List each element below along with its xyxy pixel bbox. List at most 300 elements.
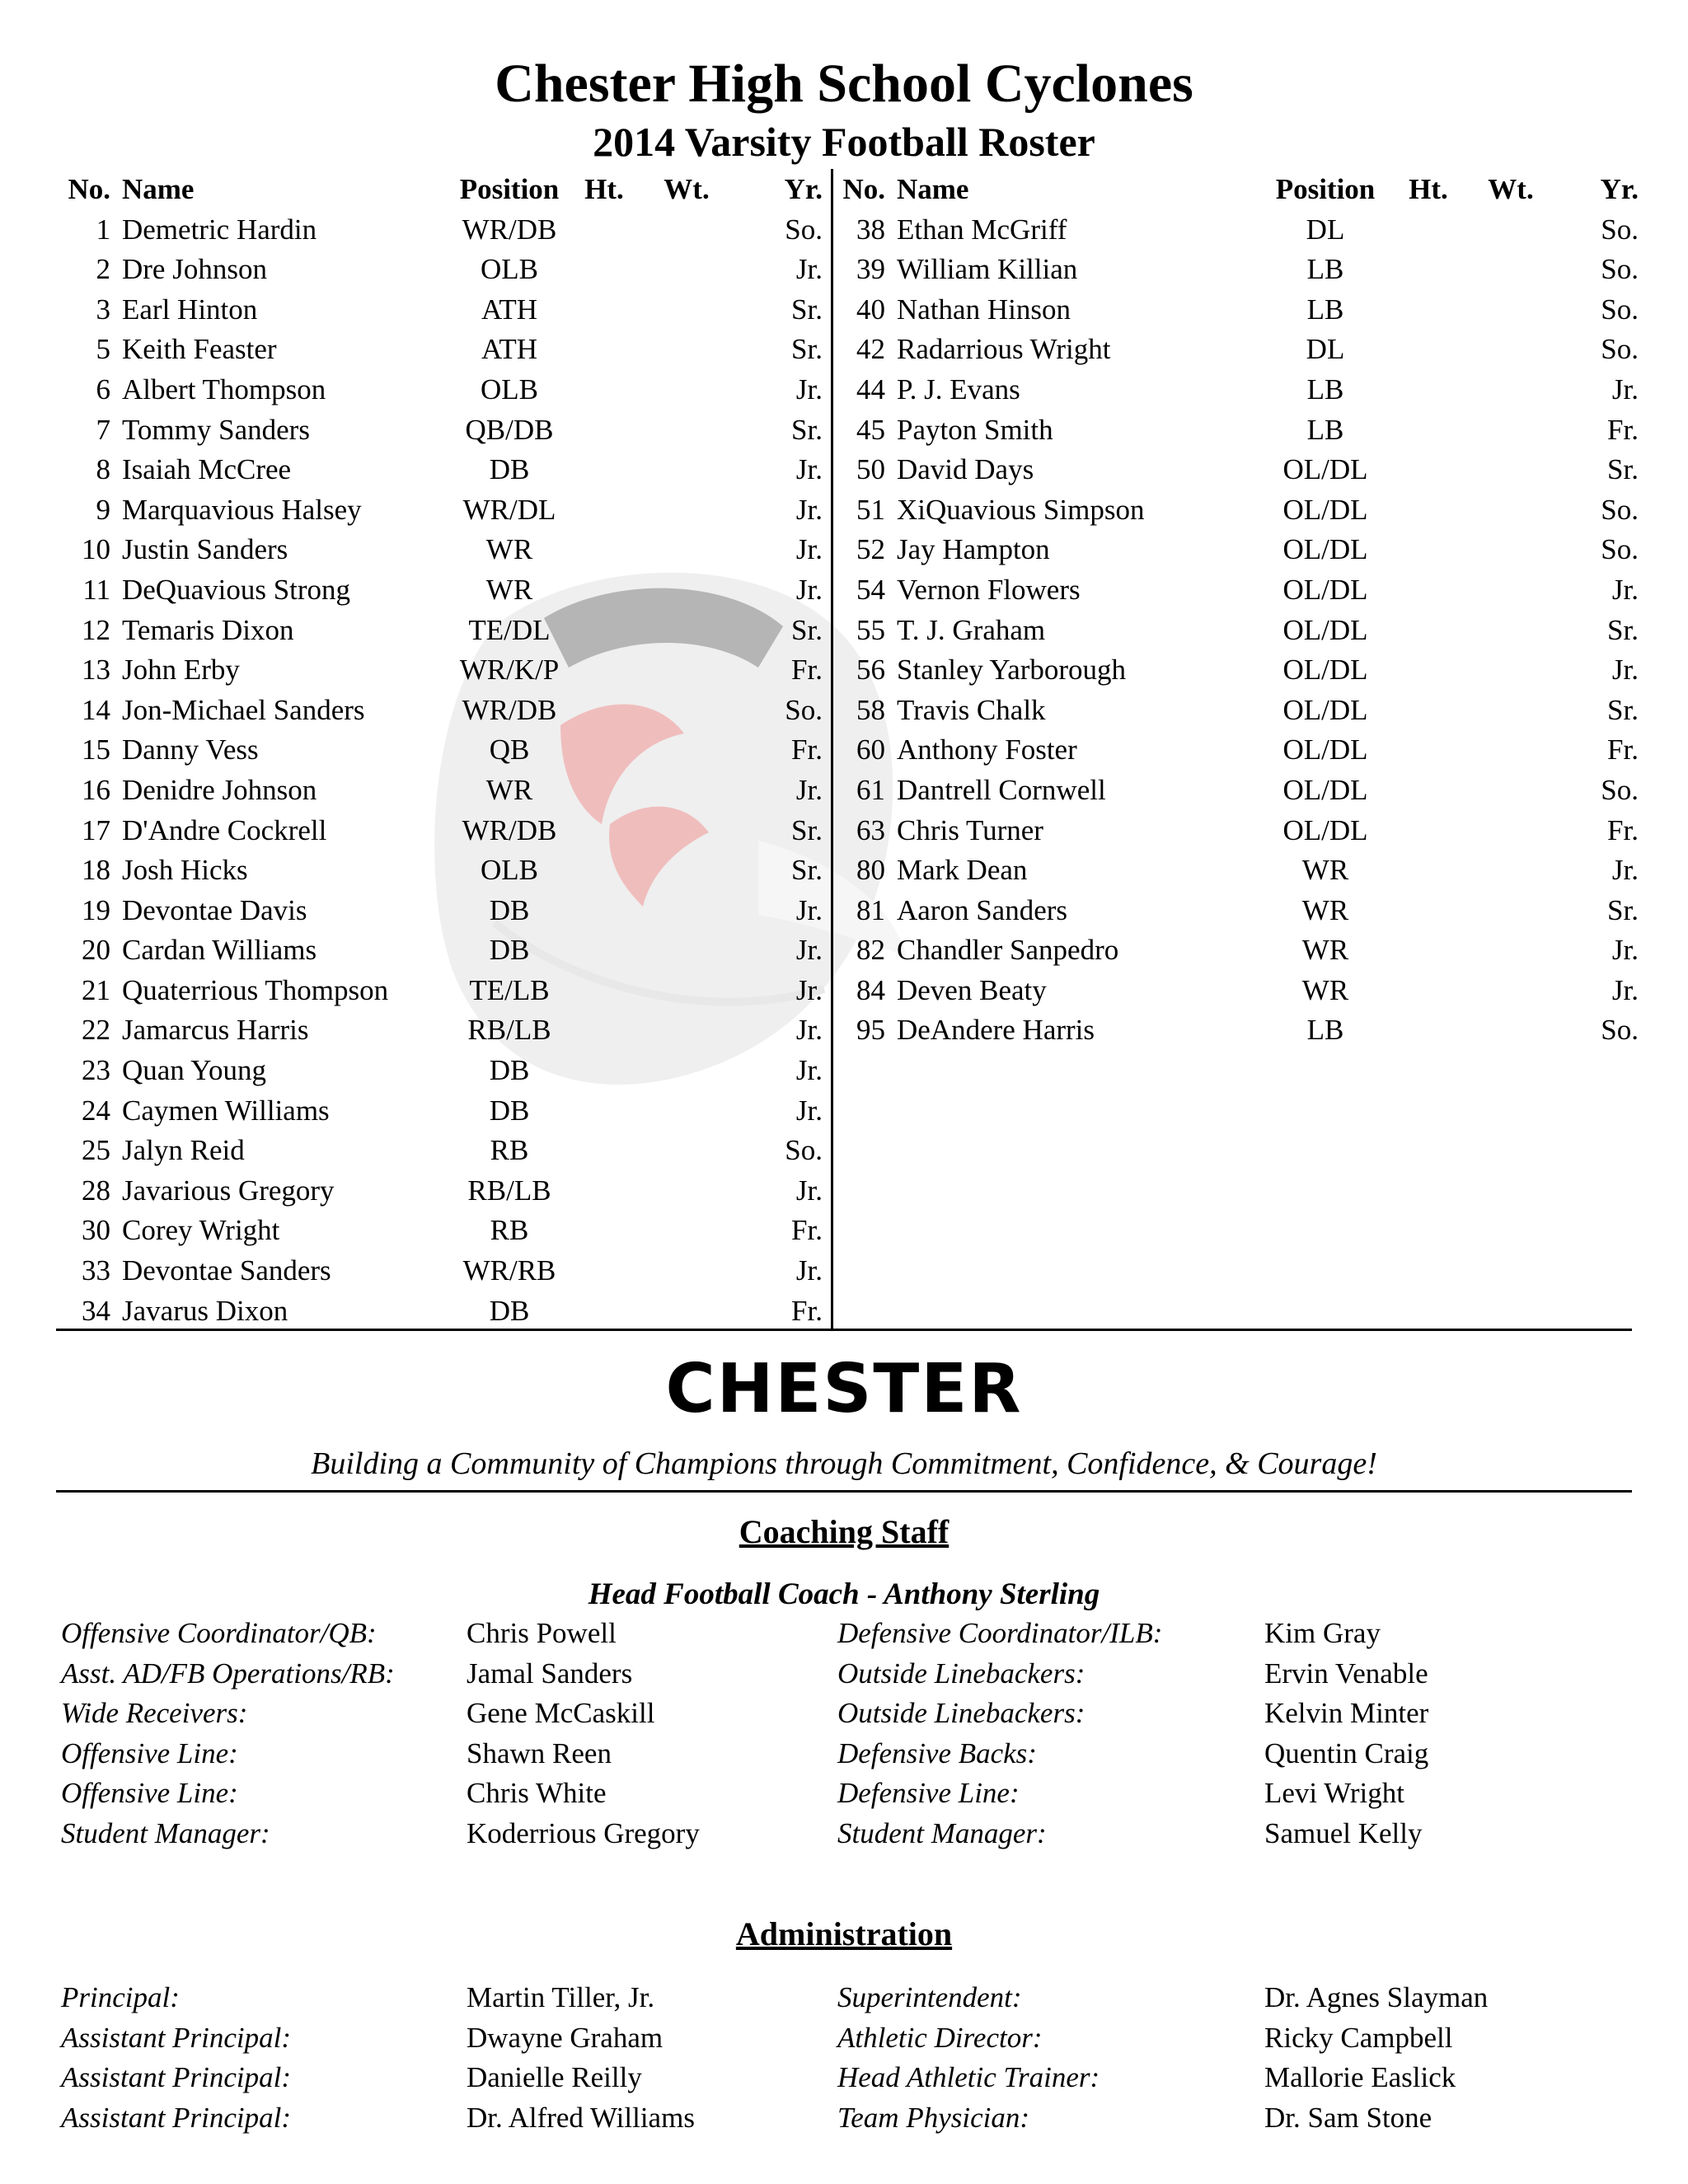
player-year: Sr. [1607,613,1639,646]
staff-role: Principal: [61,1981,180,2013]
player-position: WR [485,573,533,606]
player-weight [1465,611,1556,651]
staff-name: Quentin Craig [1264,1736,1429,1769]
player-position: QB/DB [465,413,554,446]
player-number: 24 [82,1094,110,1127]
staff-name: Chris Powell [467,1617,617,1649]
staff-role: Offensive Coordinator/QB: [61,1617,377,1649]
player-height [1391,370,1465,410]
staff-role: Student Manager: [837,1816,1047,1849]
player-position: RB/LB [467,1174,551,1207]
player-position: WR/DL [462,493,556,526]
player-name: Anthony Foster [897,733,1077,766]
player-name: Ethan McGriff [897,213,1067,246]
staff-role: Team Physician: [837,2101,1029,2134]
player-name: Stanley Yarborough [897,654,1127,687]
player-number: 10 [82,533,110,566]
player-weight [641,530,732,570]
col-header-no: No. [842,173,885,205]
player-name: D'Andre Cockrell [122,813,327,846]
staff-role: Defensive Line: [837,1777,1020,1810]
player-weight [641,650,732,691]
player-weight [1465,530,1556,570]
player-height [567,1211,641,1251]
player-year: Sr. [791,613,823,646]
player-weight [641,851,732,891]
player-year: Jr. [795,893,823,926]
roster-header-row [63,170,823,210]
roster-row [63,851,823,891]
roster-row [63,1211,823,1251]
player-number: 60 [856,733,885,766]
player-position: LB [1306,293,1344,326]
player-position: LB [1306,1014,1344,1047]
player-number: 19 [82,893,110,926]
player-height [567,450,641,490]
player-name: Javarus Dixon [122,1294,288,1327]
roster-row [837,691,1639,731]
player-height [567,730,641,771]
player-year: Sr. [791,854,823,887]
player-position: WR/DB [462,693,557,726]
player-number: 6 [96,373,110,405]
staff-name: Kim Gray [1264,1617,1381,1649]
player-height [567,930,641,971]
player-name: Josh Hicks [122,854,248,887]
staff-name: Jamal Sanders [467,1657,633,1690]
roster-row [837,370,1639,410]
player-number: 15 [82,733,110,766]
player-name: Jamarcus Harris [122,1014,309,1047]
roster-row [837,450,1639,490]
player-number: 63 [856,813,885,846]
player-height [567,1291,641,1332]
roster-row [63,891,823,931]
player-weight [641,1211,732,1251]
player-name: Denidre Johnson [122,773,317,806]
staff-name: Shawn Reen [467,1736,612,1769]
roster-row [63,370,823,410]
player-height [1391,450,1465,490]
player-name: Temaris Dixon [122,613,294,646]
player-number: 18 [82,854,110,887]
player-year: So. [1601,773,1639,806]
player-weight [1465,1010,1556,1051]
staff-role: Defensive Backs: [837,1736,1037,1769]
col-header-no: No. [68,173,110,205]
staff-role: Student Manager: [61,1816,270,1849]
player-height [1391,851,1465,891]
player-name: Vernon Flowers [897,573,1081,606]
player-number: 34 [82,1294,110,1327]
player-name: Keith Feaster [122,333,277,366]
player-year: Jr. [1611,854,1639,887]
player-position: LB [1306,253,1344,286]
player-weight [1465,730,1556,771]
player-number: 84 [856,973,885,1006]
player-weight [641,370,732,410]
player-position: OL/DL [1282,493,1368,526]
player-number: 28 [82,1174,110,1207]
player-year: So. [1601,253,1639,286]
staff-role: Offensive Line: [61,1736,238,1769]
player-position: TE/LB [469,973,550,1006]
player-weight [1465,930,1556,971]
player-height [567,330,641,370]
player-name: Demetric Hardin [122,213,317,246]
roster-row [837,650,1639,691]
player-year: So. [1601,333,1639,366]
player-number: 95 [856,1014,885,1047]
player-name: Devontae Davis [122,893,307,926]
player-position: OL/DL [1282,773,1368,806]
player-number: 81 [856,893,885,926]
player-position: DB [489,1294,530,1327]
roster-row [63,290,823,330]
player-year: Jr. [795,773,823,806]
player-weight [641,1010,732,1051]
player-name: Corey Wright [122,1214,280,1247]
player-position: WR/K/P [459,654,560,687]
staff-role: Outside Linebackers: [837,1697,1085,1730]
player-position: WR/RB [462,1254,556,1287]
player-weight [1465,771,1556,811]
player-weight [641,1131,732,1171]
player-position: ATH [481,293,538,326]
player-number: 16 [82,773,110,806]
roster-row [837,250,1639,290]
player-number: 13 [82,654,110,687]
roster-table-left [63,170,823,1331]
roster-row [837,730,1639,771]
staff-name: Dr. Agnes Slayman [1264,1981,1489,2013]
player-year: So. [785,213,823,246]
player-number: 8 [96,453,110,486]
player-number: 25 [82,1134,110,1167]
roster-row [63,771,823,811]
player-height [567,250,641,290]
player-position: DB [489,893,530,926]
roster-row [63,1010,823,1051]
roster-row [837,490,1639,531]
player-position: WR [1301,934,1349,967]
player-height [567,210,641,251]
player-year: So. [1601,1014,1639,1047]
player-name: DeAndere Harris [897,1014,1095,1047]
player-year: Sr. [1607,693,1639,726]
player-year: Fr. [1607,813,1639,846]
player-height [1391,650,1465,691]
staff-role: Assistant Principal: [61,2101,292,2134]
player-year: Jr. [1611,573,1639,606]
player-position: OLB [481,253,538,286]
staff-role: Head Athletic Trainer: [837,2061,1100,2094]
roster-row [63,691,823,731]
player-name: Javarious Gregory [122,1174,335,1207]
player-height [567,530,641,570]
player-year: Fr. [1607,413,1639,446]
player-year: Jr. [795,1174,823,1207]
player-year: So. [785,693,823,726]
player-height [1391,250,1465,290]
roster-row [837,851,1639,891]
player-weight [641,930,732,971]
staff-name: Mallorie Easlick [1264,2061,1456,2094]
player-number: 61 [856,773,885,806]
player-year: Jr. [795,493,823,526]
col-header-name: Name [122,173,195,205]
staff-name: Ricky Campbell [1264,2021,1453,2054]
player-position: WR [1301,973,1349,1006]
staff-role: Assistant Principal: [61,2061,292,2094]
player-year: Jr. [795,573,823,606]
player-weight [1465,851,1556,891]
roster-row [63,1051,823,1091]
roster-row [63,330,823,370]
player-weight [1465,290,1556,330]
player-position: OL/DL [1282,813,1368,846]
player-position: WR [485,773,533,806]
player-weight [641,971,732,1011]
player-number: 17 [82,813,110,846]
player-position: QB [489,733,530,766]
player-weight [1465,971,1556,1011]
roster-row [63,450,823,490]
player-height [567,410,641,451]
player-position: OL/DL [1282,733,1368,766]
roster-row [63,611,823,651]
player-position: WR [1301,893,1349,926]
player-position: OL/DL [1282,693,1368,726]
player-year: Sr. [1607,893,1639,926]
player-name: Justin Sanders [122,533,288,566]
player-position: LB [1306,373,1344,405]
player-position: OLB [481,854,538,887]
player-name: Marquavious Halsey [122,493,362,526]
roster-row [837,771,1639,811]
player-name: Nathan Hinson [897,293,1071,326]
player-height [1391,210,1465,251]
player-weight [641,1091,732,1132]
player-name: Caymen Williams [122,1094,330,1127]
roster-row [837,330,1639,370]
staff-name: Martin Tiller, Jr. [467,1981,655,2013]
administration-heading: Administration [735,1915,953,1952]
roster-table-right [837,170,1639,1051]
player-height [567,1251,641,1291]
school-motto: Building a Community of Champions through Commitment, Confidence, & Courage! [311,1446,1377,1481]
player-name: Albert Thompson [122,373,326,405]
staff-name: Gene McCaskill [467,1697,655,1730]
player-name: P. J. Evans [897,373,1020,405]
player-height [1391,811,1465,851]
player-height [1391,971,1465,1011]
player-name: XiQuavious Simpson [897,493,1145,526]
player-position: WR/DB [462,813,557,846]
player-name: Jalyn Reid [122,1134,245,1167]
player-weight [641,570,732,611]
player-height [567,691,641,731]
col-header-year: Yr. [1600,173,1639,205]
player-weight [1465,650,1556,691]
player-number: 39 [856,253,885,286]
player-position: WR [1301,854,1349,887]
roster-row [63,1131,823,1171]
player-height [567,771,641,811]
roster-row [837,530,1639,570]
player-name: John Erby [122,654,240,687]
roster-header-row [837,170,1639,210]
player-name: Danny Vess [122,733,259,766]
player-weight [1465,811,1556,851]
player-weight [641,330,732,370]
player-height [1391,530,1465,570]
player-number: 22 [82,1014,110,1047]
staff-role: Athletic Director: [837,2021,1043,2054]
staff-name: Dr. Alfred Williams [467,2101,695,2134]
roster-row [63,930,823,971]
player-number: 2 [96,253,110,286]
player-year: Fr. [791,733,823,766]
staff-name: Chris White [467,1777,607,1810]
player-year: Sr. [1607,453,1639,486]
staff-name: Dr. Sam Stone [1264,2101,1432,2134]
page-subtitle: 2014 Varsity Football Roster [593,119,1095,165]
staff-name: Danielle Reilly [467,2061,642,2094]
player-number: 38 [856,213,885,246]
roster-row [837,210,1639,251]
player-position: OL/DL [1282,613,1368,646]
player-name: Deven Beaty [897,973,1047,1006]
player-height [1391,691,1465,731]
player-position: WR [485,533,533,566]
player-year: Jr. [795,934,823,967]
player-year: Jr. [795,1054,823,1087]
player-position: DB [489,934,530,967]
roster-row [63,210,823,251]
player-number: 45 [856,413,885,446]
player-number: 9 [96,493,110,526]
player-position: DB [489,453,530,486]
player-year: Sr. [791,293,823,326]
player-position: WR/DB [462,213,557,246]
roster-row [63,1291,823,1332]
player-year: So. [1601,493,1639,526]
roster-row [63,410,823,451]
player-position: OL/DL [1282,654,1368,687]
player-height [1391,290,1465,330]
player-height [1391,891,1465,931]
staff-role: Defensive Coordinator/ILB: [837,1617,1163,1649]
player-height [567,290,641,330]
coaching-staff-heading: Coaching Staff [738,1513,950,1550]
roster-row [63,971,823,1011]
player-number: 33 [82,1254,110,1287]
player-name: Quan Young [122,1054,267,1087]
staff-name: Kelvin Minter [1264,1697,1429,1730]
roster-row [63,570,823,611]
player-height [567,1051,641,1091]
player-name: Chandler Sanpedro [897,934,1119,967]
roster-bottom-rule [56,1329,1632,1331]
player-position: DB [489,1094,530,1127]
player-name: Earl Hinton [122,293,258,326]
col-header-position: Position [1275,173,1376,205]
player-number: 56 [856,654,885,687]
player-height [567,570,641,611]
player-height [567,370,641,410]
player-year: So. [1601,213,1639,246]
player-name: Chris Turner [897,813,1043,846]
player-height [567,1091,641,1132]
player-weight [641,891,732,931]
player-name: Aaron Sanders [897,893,1068,926]
player-weight [1465,570,1556,611]
player-name: Radarrious Wright [897,333,1111,366]
player-name: Travis Chalk [897,693,1046,726]
player-number: 30 [82,1214,110,1247]
player-number: 54 [856,573,885,606]
roster-row [63,250,823,290]
player-weight [641,250,732,290]
roster-row [63,811,823,851]
player-year: Jr. [795,1094,823,1127]
player-position: TE/DL [468,613,551,646]
player-height [1391,410,1465,451]
player-height [567,1131,641,1171]
staff-name: Levi Wright [1264,1777,1404,1810]
roster-row [837,410,1639,451]
player-name: William Killian [897,253,1078,286]
player-height [567,1171,641,1212]
staff-name: Koderrious Gregory [467,1816,700,1849]
player-year: Sr. [791,333,823,366]
player-weight [1465,210,1556,251]
player-year: Jr. [1611,373,1639,405]
player-number: 50 [856,453,885,486]
player-position: DL [1306,213,1345,246]
roster-row [837,290,1639,330]
player-name: Cardan Williams [122,934,317,967]
player-year: Fr. [791,1294,823,1327]
player-position: RB [490,1214,529,1247]
roster-row [837,811,1639,851]
player-height [567,811,641,851]
roster-row [63,1091,823,1132]
player-name: Mark Dean [897,854,1028,887]
player-number: 12 [82,613,110,646]
player-year: Jr. [1611,973,1639,1006]
player-height [1391,570,1465,611]
player-height [1391,611,1465,651]
player-weight [1465,250,1556,290]
player-position: DL [1306,333,1345,366]
roster-row [837,1010,1639,1051]
staff-role: Outside Linebackers: [837,1657,1085,1690]
player-height [567,1010,641,1051]
player-weight [1465,450,1556,490]
player-position: OL/DL [1282,573,1368,606]
player-number: 55 [856,613,885,646]
player-position: OLB [481,373,538,405]
player-weight [641,611,732,651]
player-position: LB [1306,413,1344,446]
player-number: 40 [856,293,885,326]
staff-name: Samuel Kelly [1264,1816,1423,1849]
player-number: 5 [96,333,110,366]
player-height [1391,1010,1465,1051]
roster-row [837,971,1639,1011]
